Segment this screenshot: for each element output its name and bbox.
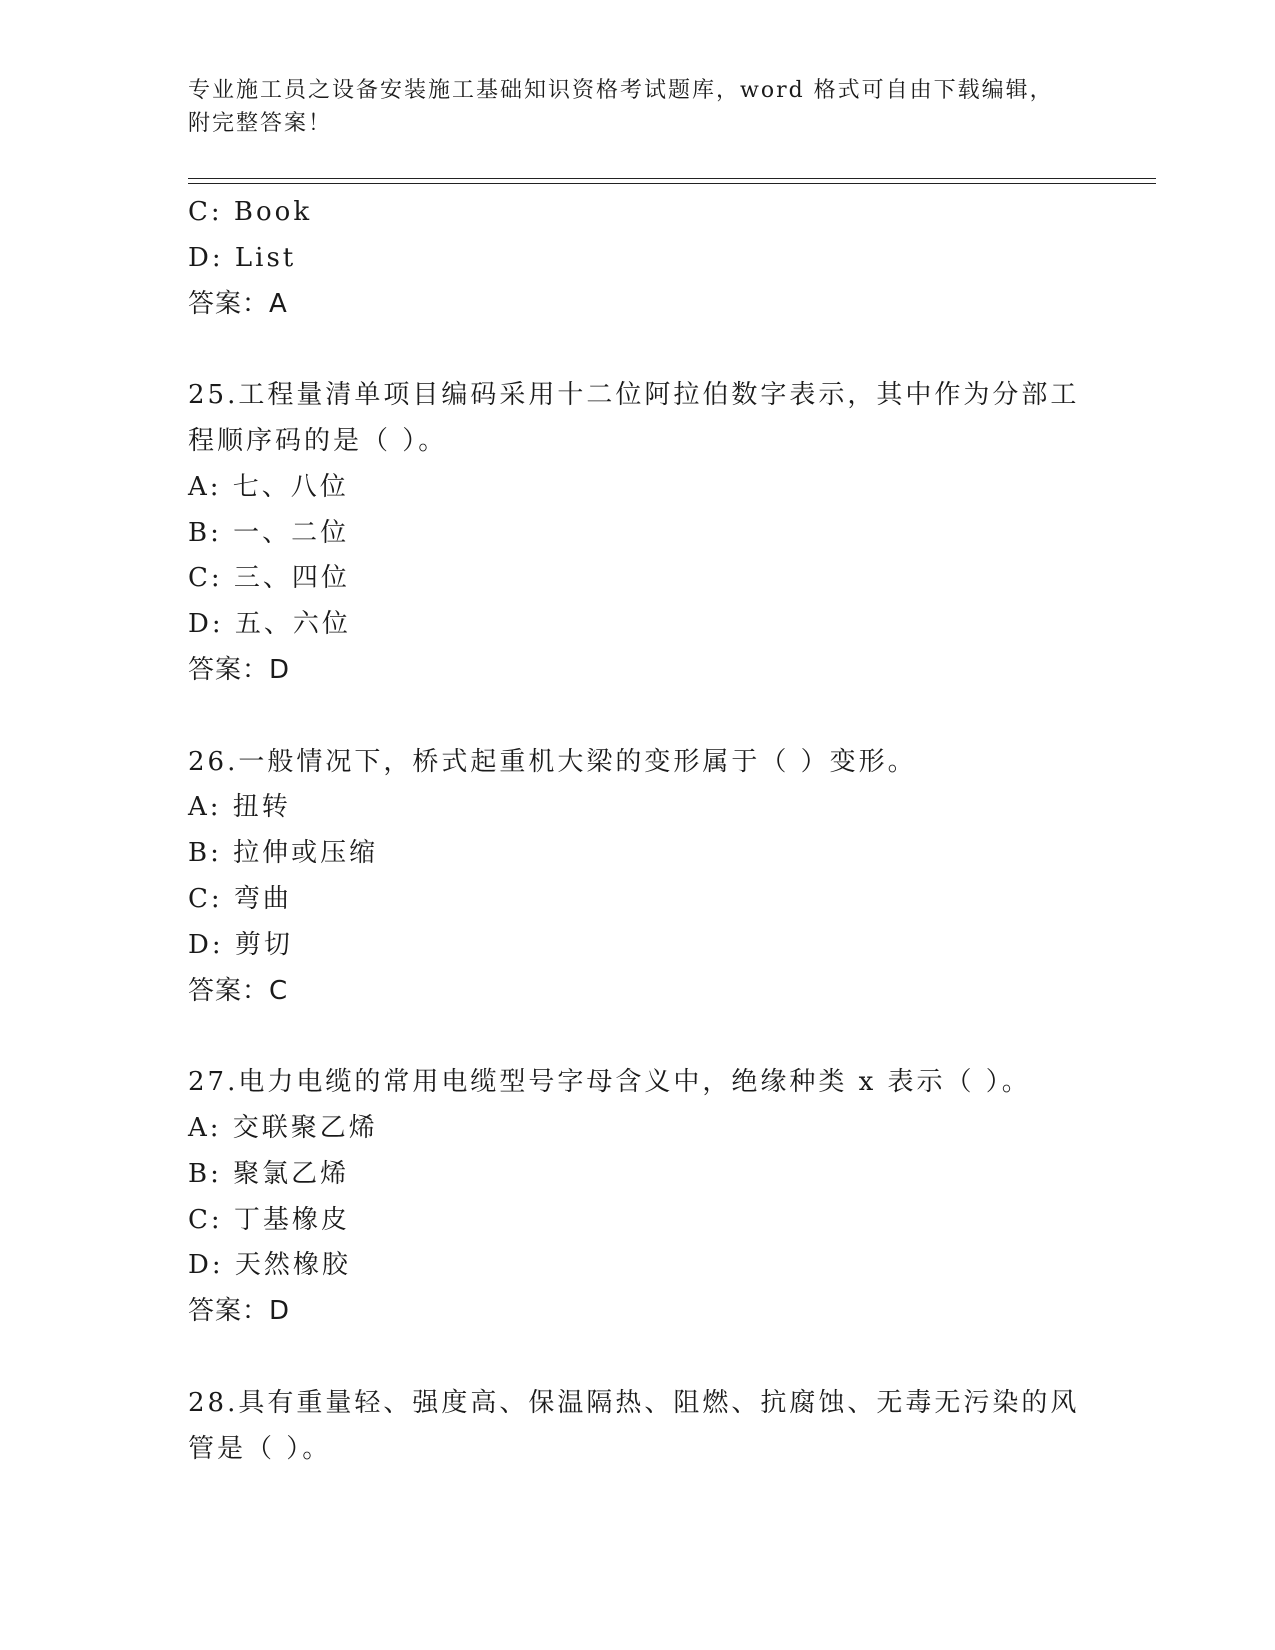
spacer: [188, 327, 1088, 373]
prev-question-tail: [188, 190, 1088, 327]
option-a: A: 扭转: [188, 792, 291, 823]
option-c: C: Book: [188, 197, 313, 227]
option-d: D: 五、六位: [188, 609, 351, 640]
question-27: [188, 1060, 1088, 1335]
spacer: [188, 1014, 1088, 1060]
header-divider-top: [188, 178, 1156, 179]
option-d: D: 剪切: [188, 929, 293, 960]
option-b: B: 一、二位: [188, 517, 350, 548]
option-a: A: 七、八位: [188, 471, 349, 502]
option-b: B: 聚氯乙烯: [188, 1158, 350, 1189]
option-c: C: 三、四位: [188, 563, 350, 594]
header-line-1: 专业施工员之设备安装施工基础知识资格考试题库，word 格式可自由下载编辑，: [188, 78, 1054, 103]
header-line-2: 附完整答案！: [188, 111, 333, 136]
answer-line: 答案：A: [188, 288, 288, 319]
option-c: C: 丁基橡皮: [188, 1204, 350, 1235]
question-28: [188, 1381, 1088, 1473]
option-d: D: List: [188, 242, 297, 273]
spacer: [188, 1335, 1088, 1381]
question-stem: 程顺序码的是（ ）。: [188, 425, 448, 456]
option-b: B: 拉伸或压缩: [188, 838, 379, 869]
option-a: A: 交联聚乙烯: [188, 1112, 378, 1143]
answer-line: 答案：D: [188, 654, 291, 685]
header-divider-bottom: [188, 183, 1156, 184]
document-header: [188, 74, 1088, 140]
answer-line: 答案：C: [188, 975, 289, 1006]
spacer: [188, 694, 1088, 740]
question-stem: 26.一般情况下，桥式起重机大梁的变形属于（ ）变形。: [188, 746, 917, 777]
question-stem: 28.具有重量轻、强度高、保温隔热、阻燃、抗腐蚀、无毒无污染的风: [188, 1387, 1080, 1418]
question-stem: 管是（ ）。: [188, 1433, 332, 1464]
option-c: C: 弯曲: [188, 883, 292, 914]
question-stem: 27.电力电缆的常用电缆型号字母含义中，绝缘种类 x 表示（ ）。: [188, 1067, 1031, 1098]
question-25: [188, 373, 1088, 694]
question-26: [188, 740, 1088, 1015]
answer-line: 答案：D: [188, 1296, 291, 1327]
question-list: [188, 190, 1088, 1472]
option-d: D: 天然橡胶: [188, 1250, 351, 1281]
question-stem: 25.工程量清单项目编码采用十二位阿拉伯数字表示，其中作为分部工: [188, 380, 1080, 411]
